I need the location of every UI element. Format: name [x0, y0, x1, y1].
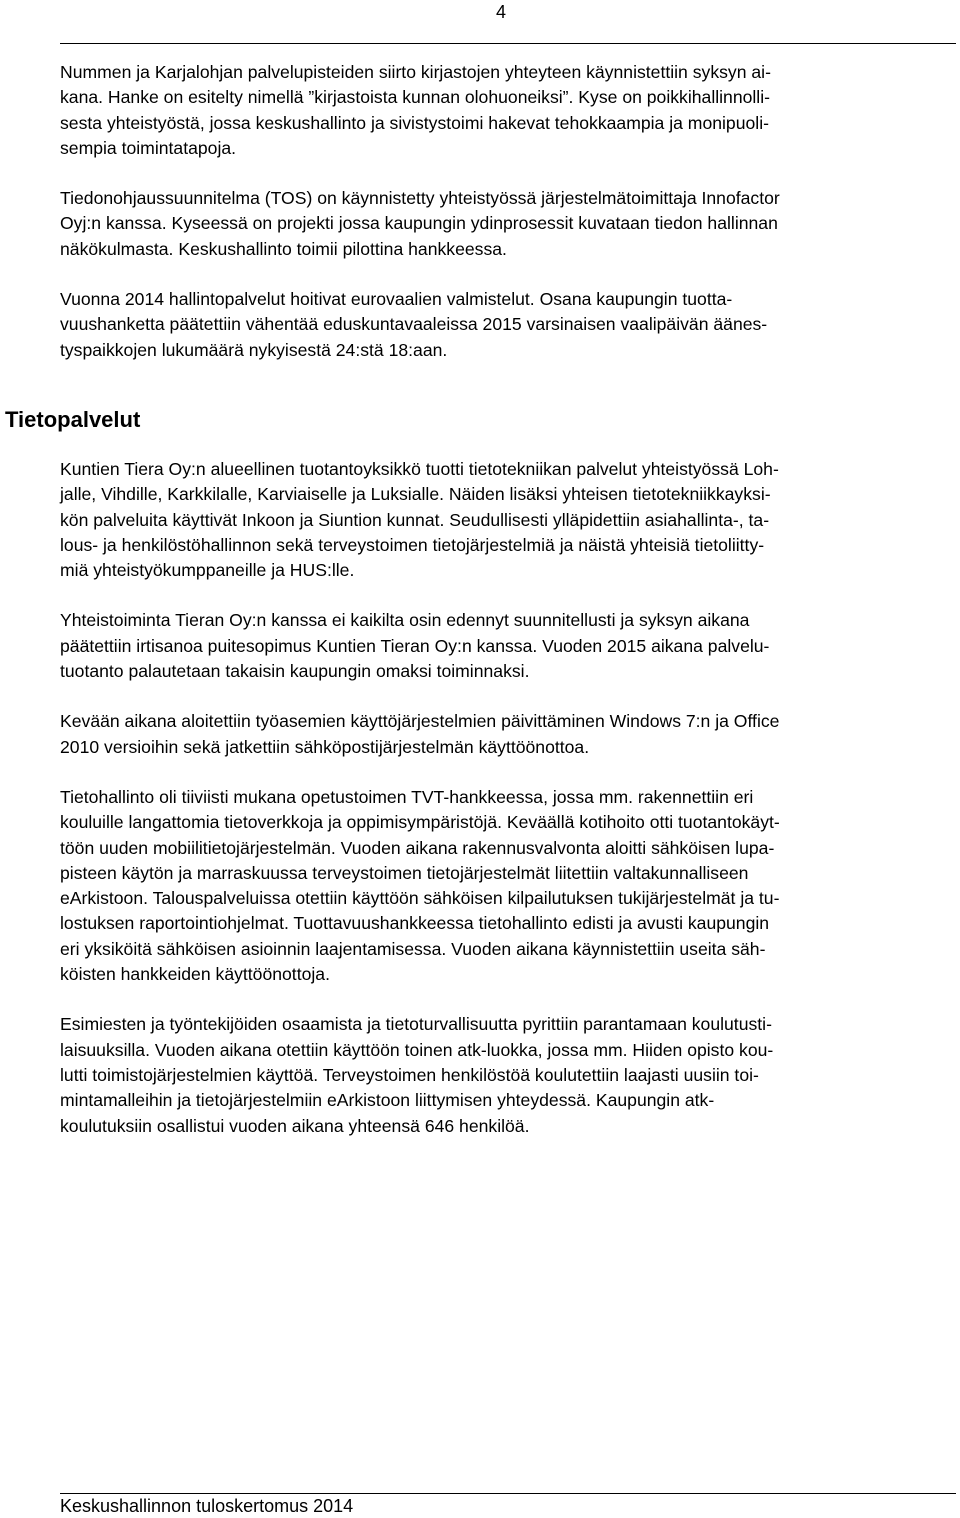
text-line: töön uuden mobiilitietojärjestelmän. Vuoden aikana rakennusvalvonta aloitti sähköisen lupa- [60, 837, 775, 858]
text-line: 2010 versioihin sekä jatkettiin sähköpostijärjestelmän käyttöönottoa. [60, 736, 590, 757]
paragraph-gap [60, 760, 956, 785]
text-line: lutti toimistojärjestelmien käyttöä. Terveystoimen henkilöstöä koulutettiin laajasti uusiin toi- [60, 1064, 759, 1085]
text-line: Tietohallinto oli tiiviisti mukana opetustoimen TVT-hankkeessa, jossa mm. rakennettiin eri [60, 786, 754, 807]
paragraph [60, 60, 956, 161]
paragraph [60, 186, 956, 262]
text-line: eri yksiköitä sähköisen asioinnin laajentamisessa. Vuoden aikana käynnistettiin useita säh- [60, 938, 766, 959]
text-line: Esimiesten ja työntekijöiden osaamista ja tietoturvallisuutta pyrittiin parantamaan koulutusti- [60, 1014, 772, 1035]
text-line: Kevään aikana aloitettiin työasemien käyttöjärjestelmien päivittäminen Windows 7:n ja Office [60, 711, 780, 732]
text-line: Vuonna 2014 hallintopalvelut hoitivat eurovaalien valmistelut. Osana kaupungin tuotta- [60, 289, 733, 310]
paragraph-gap [60, 987, 956, 1012]
paragraph-gap [60, 262, 956, 287]
paragraph [60, 709, 956, 760]
text-line: koulutuksiin osallistui vuoden aikana yhteensä 646 henkilöä. [60, 1115, 530, 1136]
text-line: lostuksen raportointiohjelmat. Tuottavuushankkeessa tietohallinto edisti ja avusti kaupungin [60, 913, 770, 934]
tietopalvelut-section [60, 457, 956, 1139]
text-line: Nummen ja Karjalohjan palvelupisteiden siirto kirjastojen yhteyteen käynnistettiin syksyn ai- [60, 62, 771, 82]
paragraph-gap [60, 583, 956, 608]
text-line: Kuntien Tiera Oy:n alueellinen tuotantoyksikkö tuotti tietotekniikan palvelut yhteistyössä Loh- [60, 459, 779, 479]
paragraph [60, 1012, 956, 1138]
section-heading: Tietopalvelut [5, 407, 141, 432]
text-line: laisuuksilla. Vuoden aikana otettiin käyttöön toinen atk-luokka, jossa mm. Hiiden opisto kou- [60, 1039, 774, 1060]
page-number: 4 [496, 2, 507, 22]
paragraph [60, 785, 956, 987]
text-line: kön palveluita käyttivät Inkoon ja Siuntion kunnat. Seudullisesti ylläpidettiin asiahallinta-, ta- [60, 509, 770, 530]
text-line: mintamalleihin ja tietojärjestelmiin eArkistoon liittymisen yhteydessä. Kaupungin atk- [60, 1090, 715, 1111]
text-line: näkökulmasta. Keskushallinto toimii pilottina hankkeessa. [60, 238, 507, 259]
footer-text: Keskushallinnon tuloskertomus 2014 [60, 1496, 354, 1516]
text-line: lous- ja henkilöstöhallinnon sekä terveystoimen tietojärjestelmiä ja näistä yhteisiä tietoliitty- [60, 534, 765, 555]
paragraph-gap [60, 684, 956, 709]
paragraph [60, 608, 956, 684]
text-line: kouluille langattomia tietoverkkoja ja oppimisympäristöjä. Keväällä kotihoito otti tuotantokäyt- [60, 812, 780, 833]
text-line: tyspaikkojen lukumäärä nykyisestä 24:stä 18:aan. [60, 339, 448, 360]
text-line: eArkistoon. Talouspalveluissa otettiin käyttöön sähköisen kilpailutuksen tukijärjestelmät ja tu- [60, 888, 780, 909]
text-line: jalle, Vihdille, Karkkilalle, Karviaiselle ja Luksialle. Näiden lisäksi yhteisen tietotekniikkayksi- [60, 484, 771, 505]
paragraph [60, 457, 956, 583]
text-line: sempia toimintatapoja. [60, 137, 237, 158]
text-line: pisteen käytön ja marraskuussa terveystoimen tietojärjestelmät liitettiin valtakunnalliseen [60, 862, 749, 883]
footer-rule [60, 1493, 956, 1494]
text-line: miä yhteistyökumppaneille ja HUS:lle. [60, 560, 355, 581]
header-rule [60, 43, 956, 44]
text-line: vuushanketta päätettiin vähentää eduskuntavaaleissa 2015 varsinaisen vaalipäivän äänes- [60, 314, 768, 335]
text-line: sesta yhteistyöstä, jossa keskushallinto ja sivistystoimi hakevat tehokkaampia ja monipuoli- [60, 112, 769, 133]
text-line: tuotanto palautetaan takaisin kaupungin omaksi toiminnaksi. [60, 661, 530, 682]
text-line: Tiedonohjaussuunnitelma (TOS) on käynnistetty yhteistyössä järjestelmätoimittaja Innofactor [60, 188, 780, 209]
text-line: Yhteistoiminta Tieran Oy:n kanssa ei kaikilta osin edennyt suunnitellusti ja syksyn aikana [60, 610, 750, 631]
text-line: päätettiin irtisanoa puitesopimus Kuntien Tieran Oy:n kanssa. Vuoden 2015 aikana palvelu- [60, 635, 770, 656]
text-line: köisten hankkeiden käyttöönottoja. [60, 964, 330, 985]
paragraph-gap [60, 161, 956, 186]
text-line: Oyj:n kanssa. Kyseessä on projekti jossa kaupungin ydinprosessit kuvataan tiedon hallinnan [60, 213, 778, 234]
text-line: kana. Hanke on esitelty nimellä ”kirjastoista kunnan olohuoneiksi”. Kyse on poikkihallinnolli- [60, 87, 770, 108]
intro-section [60, 60, 956, 363]
paragraph [60, 287, 956, 363]
